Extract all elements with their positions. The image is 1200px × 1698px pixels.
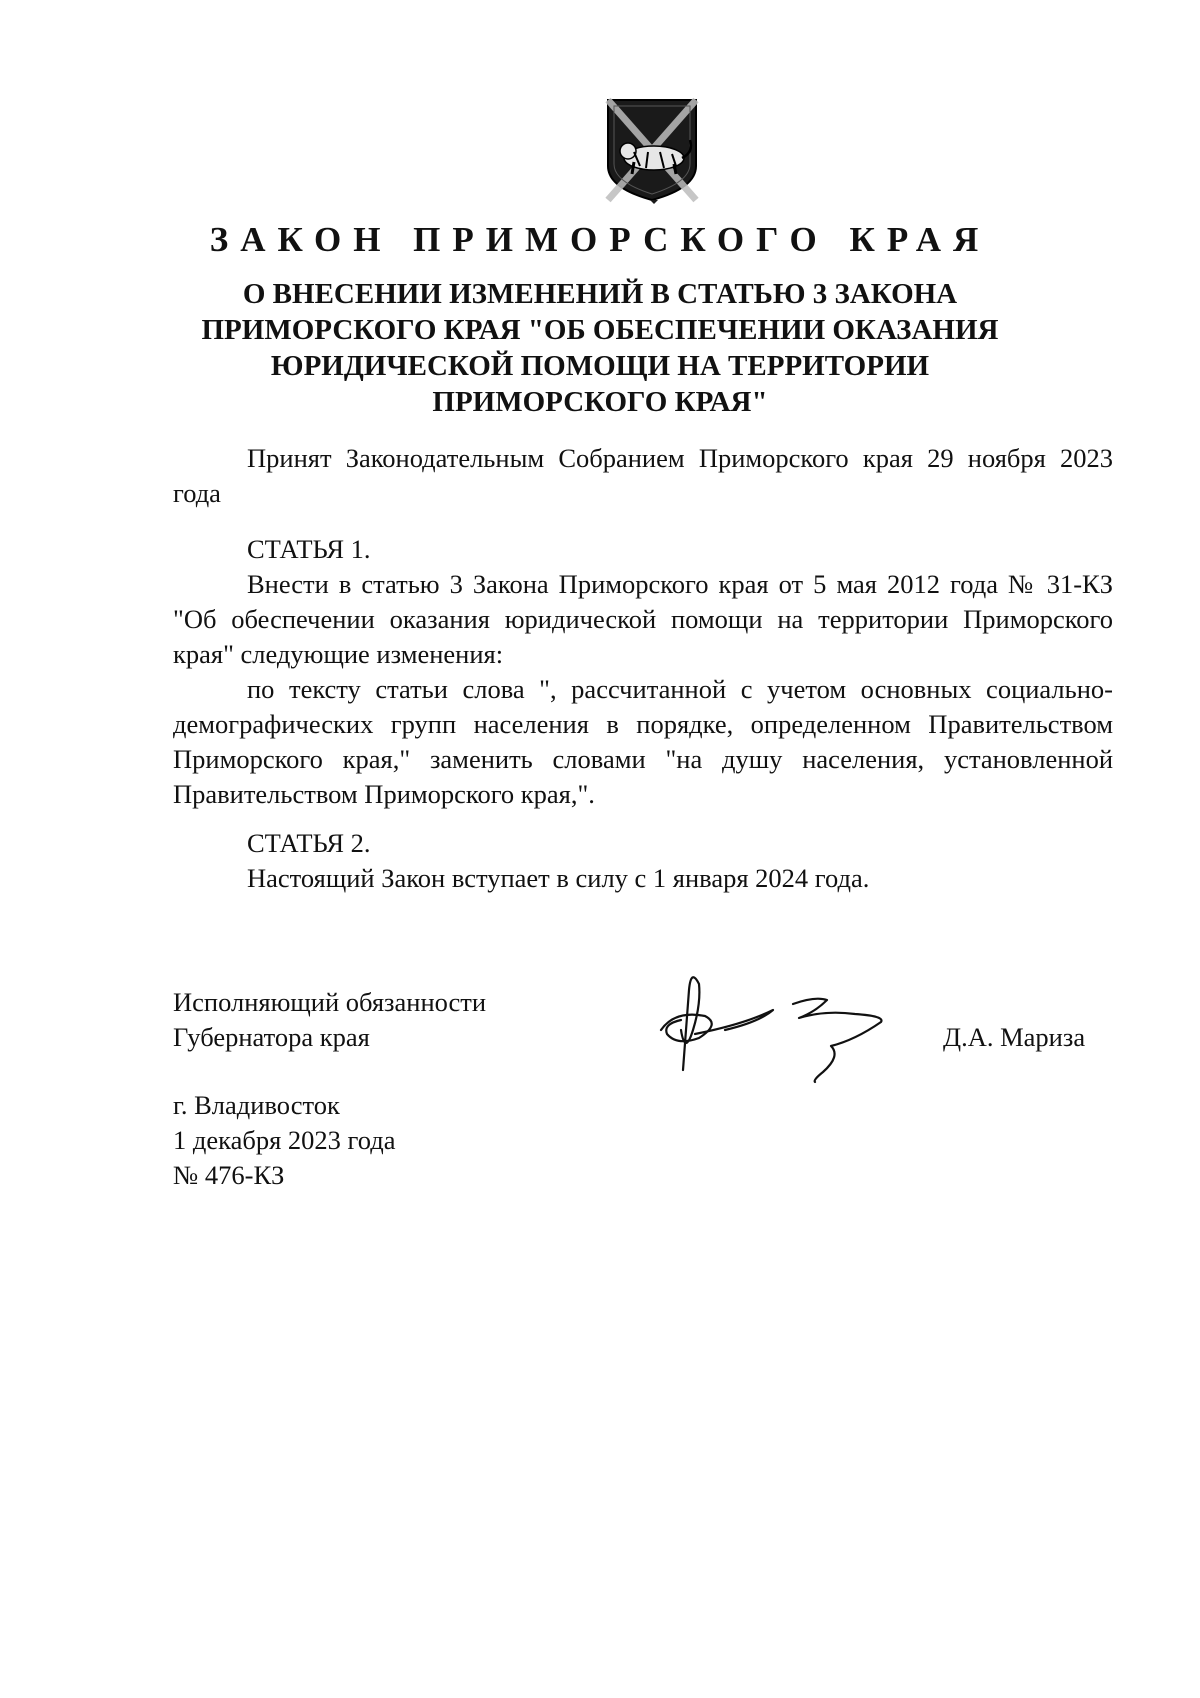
signatory-position (173, 985, 486, 1055)
coat-of-arms-icon (604, 96, 700, 204)
article-heading: СТАТЬЯ 1. (247, 534, 371, 564)
article-2 (173, 826, 1113, 896)
position-line: Губернатора края (173, 1022, 370, 1052)
subtitle-line: ПРИМОРСКОГО КРАЯ "ОБ ОБЕСПЕЧЕНИИ ОКАЗАНИЯ (201, 314, 999, 346)
subtitle-line: ПРИМОРСКОГО КРАЯ" (432, 386, 768, 418)
handwritten-signature-icon (655, 960, 925, 1085)
position-line: Исполняющий обязанности (173, 987, 487, 1017)
document-footer (173, 1088, 395, 1193)
article-heading: СТАТЬЯ 2. (247, 828, 371, 858)
law-number: № 476-КЗ (173, 1160, 285, 1190)
document-title: ЗАКОН ПРИМОРСКОГО КРАЯ (209, 220, 991, 259)
article-paragraph: Настоящий Закон вступает в силу с 1 января 2024 года. (247, 863, 870, 893)
signatory-name: Д.А. Мариза (943, 1022, 1086, 1052)
document-subtitle (150, 276, 1050, 420)
article-paragraph: Внести в статью 3 Закона Приморского края от 5 мая 2012 года № 31-КЗ "Об обеспечении оказания юридической помощи на территории Приморского края" следующие изменения: (173, 569, 1113, 669)
adoption-text: Принят Законодательным Собранием Приморского края 29 ноября 2023 года (173, 443, 1113, 508)
date: 1 декабря 2023 года (173, 1125, 396, 1155)
subtitle-line: О ВНЕСЕНИИ ИЗМЕНЕНИЙ В СТАТЬЮ 3 ЗАКОНА (242, 278, 958, 310)
subtitle-line: ЮРИДИЧЕСКОЙ ПОМОЩИ НА ТЕРРИТОРИИ (270, 350, 930, 382)
city: г. Владивосток (173, 1090, 340, 1120)
article-paragraph: по тексту статьи слова ", рассчитанной с учетом основных социально-демографических групп населения в порядке, определенном Правительством Приморского края," заменить словами "на душу населения, установленной Правительством Приморского края,". (173, 674, 1113, 809)
article-1 (173, 532, 1113, 812)
adoption-note (173, 441, 1113, 511)
